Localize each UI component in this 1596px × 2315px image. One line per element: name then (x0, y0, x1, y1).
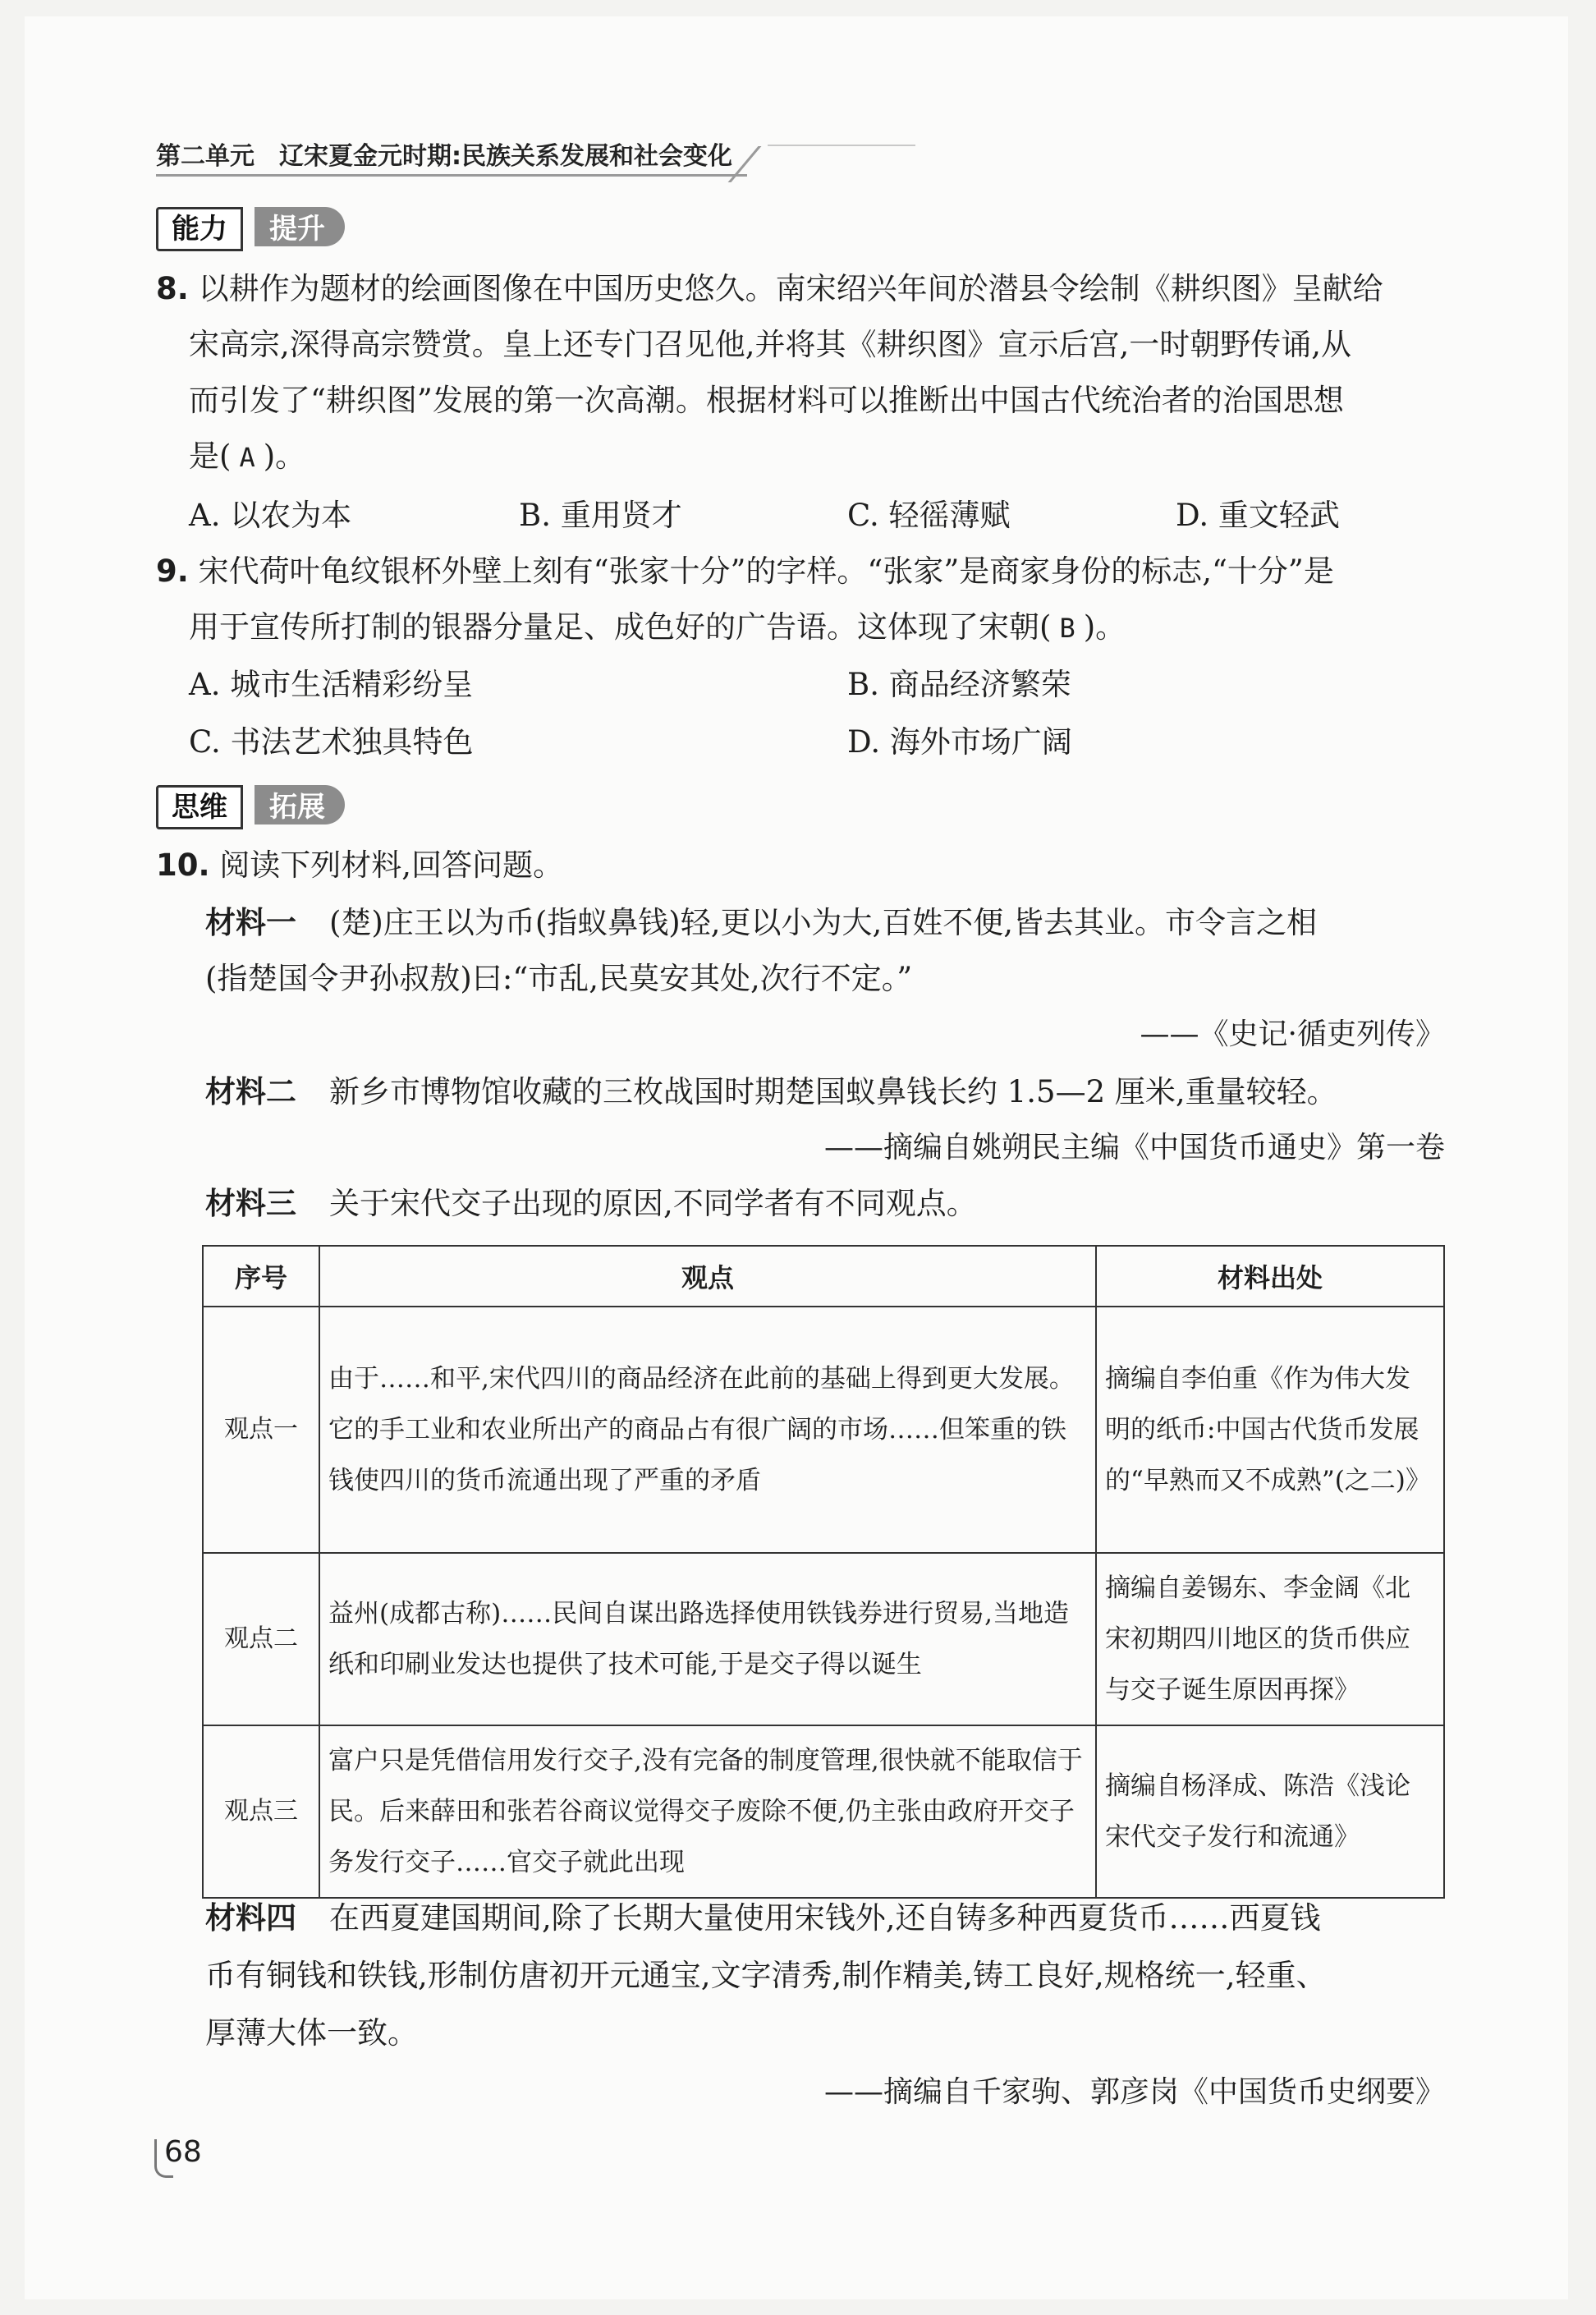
q8-option-b: B. 重用贤才 (519, 498, 682, 533)
q8-line-3: 而引发了“耕织图”发展的第一次高潮。根据材料可以推断出中国古代统治者的治国思想 (189, 383, 1344, 418)
table-cell-source: 摘编自杨泽成、陈浩《浅论宋代交子发行和流通》 (1096, 1725, 1444, 1898)
table-cell-view: 富户只是凭借信用发行交子,没有完备的制度管理,很快就不能取信于民。后来薛田和张若谷商议觉得交子废除不便,仍主张由政府开交子务发行交子……官交子就此出现 (319, 1725, 1096, 1898)
q10-stem (156, 846, 563, 885)
material-4-line-3: 厚薄大体一致。 (205, 2015, 418, 2051)
section-ability-tag: 提升 (255, 207, 345, 246)
table-cell-id: 观点一 (203, 1307, 319, 1553)
unit-title: 辽宋夏金元时期:民族关系发展和社会变化 (279, 142, 732, 171)
q9-stem-end: 用于宣传所打制的银器分量足、成色好的广告语。这体现了宋朝( (189, 609, 1052, 645)
section-ability-label: 能力 (156, 207, 243, 251)
viewpoints-table (202, 1245, 1445, 1899)
q9-number: 9. (156, 553, 189, 589)
q9-stem-close: )。 (1083, 609, 1126, 645)
table-header-source: 材料出处 (1096, 1246, 1444, 1307)
table-header-view: 观点 (319, 1246, 1096, 1307)
q8-stem-end: 是( (189, 439, 232, 474)
q8-line-2: 宋高宗,深得高宗赞赏。皇上还专门召见他,并将其《耕织图》宣示后宫,一时朝野传诵,从 (189, 327, 1352, 362)
material-4-label: 材料四 (205, 1900, 296, 1936)
material-4-source: ——摘编自千家驹、郭彦岗《中国货币史纲要》 (823, 2075, 1445, 2109)
material-2-source: ——摘编自姚朔民主编《中国货币通史》第一卷 (823, 1131, 1445, 1164)
q8-option-a: A. 以农为本 (189, 498, 352, 533)
table-cell-id: 观点二 (203, 1553, 319, 1725)
material-2-line (205, 1073, 1337, 1112)
q10-stem-text: 阅读下列材料,回答问题。 (219, 847, 564, 883)
section-thinking-banner (156, 785, 361, 826)
material-1-line-1 (205, 903, 1317, 943)
q9-answer: B (1059, 613, 1075, 644)
material-3-label: 材料三 (205, 1186, 296, 1221)
table-cell-source: 摘编自姜锡东、李金阔《北宋初期四川地区的货币供应与交子诞生原因再探》 (1096, 1553, 1444, 1725)
table-cell-view: 由于……和平,宋代四川的商品经济在此前的基础上得到更大发展。它的手工业和农业所出产的商品占有很广阔的市场……但笨重的铁钱使四川的货币流通出现了严重的矛盾 (319, 1307, 1096, 1553)
material-2-text: 新乡市博物馆收藏的三枚战国时期楚国蚁鼻钱长约 1.5—2 厘米,重量较轻。 (329, 1074, 1337, 1109)
header-thin-rule (768, 145, 915, 146)
q10-number: 10. (156, 847, 210, 883)
q9-option-c: C. 书法艺术独具特色 (189, 724, 474, 760)
material-1-source: ——《史记·循吏列传》 (1140, 1017, 1445, 1051)
material-4-text-1: 在西夏建国期间,除了长期大量使用宋钱外,还自铸多种西夏货币……西夏钱 (329, 1900, 1321, 1936)
material-4-line-1 (205, 1899, 1321, 1938)
section-ability-banner (156, 207, 361, 248)
page-number: 68 (164, 2135, 202, 2169)
table-header-index: 序号 (203, 1246, 319, 1307)
q8-option-d: D. 重文轻武 (1176, 498, 1340, 533)
material-4-line-2: 币有铜钱和铁钱,形制仿唐初开元通宝,文字清秀,制作精美,铸工良好,规格统一,轻重、 (205, 1958, 1327, 1993)
q9-option-d: D. 海外市场广阔 (847, 724, 1072, 760)
table-cell-view: 益州(成都古称)……民间自谋出路选择使用铁钱券进行贸易,当地造纸和印刷业发达也提供了技术可能,于是交子得以诞生 (319, 1553, 1096, 1725)
unit-label: 第二单元 (156, 142, 255, 171)
q8-number: 8. (156, 271, 189, 306)
table-row (203, 1307, 1444, 1553)
material-3-line (205, 1184, 977, 1224)
q8-answer: A (239, 442, 255, 473)
material-1-line-2: (指楚国令尹孙叔敖)曰:“市乱,民莫安其处,次行不定。” (205, 961, 913, 996)
section-thinking-tag: 拓展 (255, 785, 345, 824)
table-row (203, 1553, 1444, 1725)
table-cell-source: 摘编自李伯重《作为伟大发明的纸币:中国古代货币发展的“早熟而又不成熟”(之二)》 (1096, 1307, 1444, 1553)
table-header-row (203, 1246, 1444, 1307)
q9-line-2 (189, 608, 1126, 648)
q8-line-4 (189, 437, 305, 477)
q9-line-1 (156, 552, 1334, 591)
q8-text-1: 以耕作为题材的绘画图像在中国历史悠久。南宋绍兴年间於潜县令绘制《耕织图》呈献给 (198, 271, 1383, 306)
q8-option-c: C. 轻徭薄赋 (847, 498, 1011, 533)
table-cell-id: 观点三 (203, 1725, 319, 1898)
table-row (203, 1725, 1444, 1898)
q9-option-a: A. 城市生活精彩纷呈 (189, 667, 474, 702)
q9-text-1: 宋代荷叶龟纹银杯外壁上刻有“张家十分”的字样。“张家”是商家身份的标志,“十分”是 (198, 553, 1334, 589)
material-1-label: 材料一 (205, 905, 296, 940)
header-rule (156, 174, 747, 177)
material-3-text: 关于宋代交子出现的原因,不同学者有不同观点。 (329, 1186, 977, 1221)
q9-option-b: B. 商品经济繁荣 (847, 667, 1071, 702)
q8-stem-close: )。 (263, 439, 306, 474)
material-1-text-1: (楚)庄王以为币(指蚁鼻钱)轻,更以小为大,百姓不便,皆去其业。市令言之相 (329, 905, 1318, 940)
section-thinking-label: 思维 (156, 785, 243, 829)
material-2-label: 材料二 (205, 1074, 296, 1109)
q8-line-1 (156, 269, 1383, 309)
running-header (156, 136, 895, 177)
